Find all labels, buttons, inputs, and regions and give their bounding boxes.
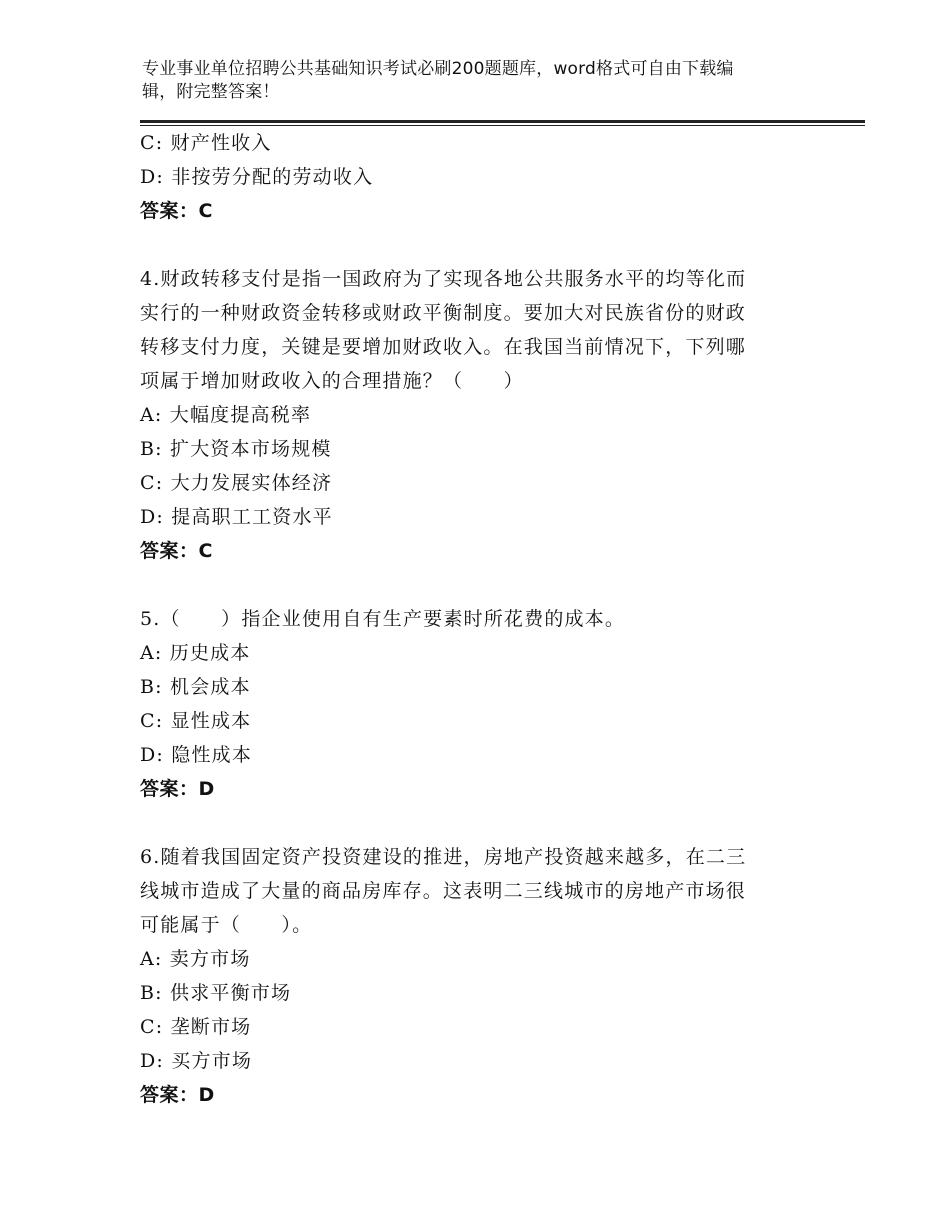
option-d: D: 隐性成本 [140,744,253,766]
question-stem-line: 6.随着我国固定资产投资建设的推进，房地产投资越来越多，在二三 [140,846,747,868]
option-d: D: 买方市场 [140,1050,253,1072]
question-stem-line: 4.财政转移支付是指一国政府为了实现各地公共服务水平的均等化而 [140,268,747,290]
header-line-2: 辑，附完整答案！ [142,82,280,102]
spacer [140,228,800,262]
option-c: C: 财产性收入 [140,132,272,154]
question-block-previous [140,126,800,228]
question-block-5 [140,602,800,806]
option-b: B: 机会成本 [140,676,251,698]
answer-label: 答案：D [140,1084,215,1106]
question-block-6 [140,840,800,1112]
option-c: C: 显性成本 [140,710,252,732]
header-rule-thick [140,120,865,123]
spacer [140,568,800,602]
answer-label: 答案：C [140,540,213,562]
question-stem-line: 5.（ ）指企业使用自有生产要素时所花费的成本。 [140,608,626,630]
answer-label: 答案：D [140,778,215,800]
document-header [142,58,802,104]
spacer [140,806,800,840]
option-d: D: 提高职工工资水平 [140,506,333,528]
question-block-4 [140,262,800,568]
question-stem-line: 线城市造成了大量的商品房库存。这表明二三线城市的房地产市场很 [140,880,747,902]
document-body [140,126,800,1112]
option-b: B: 供求平衡市场 [140,982,292,1004]
question-stem-line: 项属于增加财政收入的合理措施？（ ） [140,370,524,392]
option-a: A: 卖方市场 [140,948,251,970]
option-a: A: 历史成本 [140,642,251,664]
option-b: B: 扩大资本市场规模 [140,438,332,460]
option-d: D: 非按劳分配的劳动收入 [140,166,374,188]
question-stem-line: 可能属于（ ）。 [140,914,313,936]
answer-label: 答案：C [140,200,213,222]
option-c: C: 垄断市场 [140,1016,252,1038]
question-stem-line: 转移支付力度，关键是要增加财政收入。在我国当前情况下，下列哪 [140,336,747,358]
option-c: C: 大力发展实体经济 [140,472,333,494]
option-a: A: 大幅度提高税率 [140,404,312,426]
header-line-1: 专业事业单位招聘公共基础知识考试必刷200题题库，word格式可自由下载编 [142,59,734,79]
question-stem-line: 实行的一种财政资金转移或财政平衡制度。要加大对民族省份的财政 [140,302,747,324]
